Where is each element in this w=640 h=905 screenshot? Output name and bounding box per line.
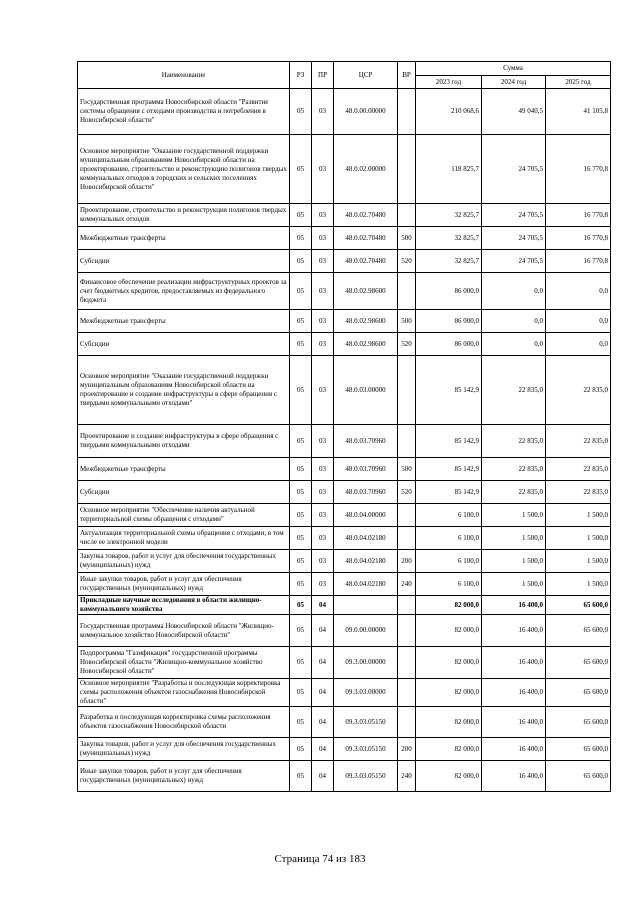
row-csr: 48.0.02.00000	[334, 135, 398, 204]
row-value-2023: 6 100,0	[416, 504, 482, 527]
row-value-2023: 6 100,0	[416, 550, 482, 573]
row-value-2024: 1 500,0	[482, 573, 546, 596]
row-value-2024: 24 705,5	[482, 250, 546, 273]
row-csr: 09.3.00.00000	[334, 647, 398, 679]
row-value-2025: 0,0	[546, 310, 611, 333]
row-vr	[398, 615, 416, 647]
row-rz: 05	[290, 250, 312, 273]
row-value-2023: 32 825,7	[416, 250, 482, 273]
row-value-2023: 6 100,0	[416, 527, 482, 550]
row-value-2025: 1 500,0	[546, 573, 611, 596]
row-pr: 04	[312, 707, 334, 738]
header-year-2023: 2023 год	[416, 76, 482, 89]
row-value-2023: 86 000,0	[416, 333, 482, 356]
row-csr	[334, 596, 398, 615]
row-rz: 05	[290, 527, 312, 550]
row-name: Межбюджетные трансферты	[78, 310, 290, 333]
row-value-2023: 86 000,0	[416, 273, 482, 310]
row-rz: 05	[290, 89, 312, 135]
row-vr: 520	[398, 333, 416, 356]
row-value-2023: 85 142,9	[416, 356, 482, 425]
row-csr: 48.0.02.70480	[334, 250, 398, 273]
row-name: Иные закупки товаров, работ и услуг для обеспечения государственных (муниципальных) нужд	[78, 761, 290, 792]
row-vr: 240	[398, 761, 416, 792]
header-year-2025: 2025 год	[546, 76, 611, 89]
budget-table	[77, 61, 611, 792]
row-value-2025: 65 600,0	[546, 647, 611, 679]
row-vr: 500	[398, 227, 416, 250]
row-value-2024: 16 400,0	[482, 707, 546, 738]
row-value-2025: 22 835,0	[546, 481, 611, 504]
table-body	[78, 89, 611, 792]
row-value-2025: 22 835,0	[546, 356, 611, 425]
row-vr	[398, 273, 416, 310]
table-row	[78, 250, 611, 273]
row-csr: 48.0.03.70960	[334, 458, 398, 481]
row-value-2025: 1 500,0	[546, 527, 611, 550]
row-name: Финансовое обеспечение реализации инфраструктурных проектов за счет бюджетных кредитов, предоставляемых из федерального бюджета	[78, 273, 290, 310]
row-value-2023: 32 825,7	[416, 227, 482, 250]
table-row	[78, 527, 611, 550]
row-name: Основное мероприятие "Оказание государственной поддержки муниципальным образованиям Новосибирской области на проектирование и создание инфраструктуры в сфере обращения с твердыми коммунальными отходами"	[78, 356, 290, 425]
row-pr: 04	[312, 738, 334, 761]
row-vr	[398, 425, 416, 458]
table-row	[78, 707, 611, 738]
row-pr: 03	[312, 310, 334, 333]
row-value-2023: 82 000,0	[416, 596, 482, 615]
row-vr: 240	[398, 573, 416, 596]
row-name: Подпрограмма "Газификация" государственной программы Новосибирской области "Жилищно-коммунальное хозяйство Новосибирской области"	[78, 647, 290, 679]
row-value-2023: 86 000,0	[416, 310, 482, 333]
row-vr: 200	[398, 550, 416, 573]
row-vr	[398, 504, 416, 527]
row-vr: 200	[398, 738, 416, 761]
row-name: Субсидии	[78, 250, 290, 273]
row-rz: 05	[290, 550, 312, 573]
header-csr: ЦСР	[334, 62, 398, 89]
row-rz: 05	[290, 481, 312, 504]
row-value-2025: 1 500,0	[546, 504, 611, 527]
row-rz: 05	[290, 425, 312, 458]
row-value-2024: 22 835,0	[482, 356, 546, 425]
table-row	[78, 647, 611, 679]
row-csr: 09.0.00.00000	[334, 615, 398, 647]
row-csr: 48.0.03.70960	[334, 425, 398, 458]
row-value-2025: 16 770,8	[546, 204, 611, 227]
table-row	[78, 504, 611, 527]
row-value-2023: 82 000,0	[416, 761, 482, 792]
row-rz: 05	[290, 679, 312, 707]
row-rz: 05	[290, 356, 312, 425]
row-value-2024: 24 705,5	[482, 227, 546, 250]
row-pr: 03	[312, 481, 334, 504]
row-rz: 05	[290, 227, 312, 250]
row-csr: 48.0.03.00000	[334, 356, 398, 425]
row-csr: 48.0.02.98600	[334, 333, 398, 356]
row-rz: 05	[290, 504, 312, 527]
row-pr: 03	[312, 356, 334, 425]
table-row	[78, 458, 611, 481]
row-csr: 09.3.03.00000	[334, 679, 398, 707]
row-value-2025: 41 105,8	[546, 89, 611, 135]
row-vr: 500	[398, 458, 416, 481]
row-name: Проектирование и создание инфраструктуры в сфере обращения с твердыми коммунальными отходами	[78, 425, 290, 458]
header-sum: Сумма	[416, 62, 611, 76]
row-rz: 05	[290, 615, 312, 647]
row-value-2023: 82 000,0	[416, 615, 482, 647]
row-value-2024: 0,0	[482, 273, 546, 310]
row-rz: 05	[290, 310, 312, 333]
row-csr: 48.0.04.02180	[334, 527, 398, 550]
row-value-2024: 16 400,0	[482, 596, 546, 615]
row-value-2025: 16 770,8	[546, 250, 611, 273]
row-name: Иные закупки товаров, работ и услуг для обеспечения государственных (муниципальных) нужд	[78, 573, 290, 596]
row-vr	[398, 707, 416, 738]
row-value-2023: 210 068,6	[416, 89, 482, 135]
row-value-2024: 16 400,0	[482, 647, 546, 679]
header-vr: ВР	[398, 62, 416, 89]
row-value-2025: 1 500,0	[546, 550, 611, 573]
row-value-2025: 16 770,8	[546, 135, 611, 204]
row-name: Основное мероприятие "Оказание государственной поддержки муниципальным образованиям Новосибирской области на проектирование, строительство и реконструкцию полигонов твердых коммунальных отходов в городских и сельских поселениях Новосибирской области"	[78, 135, 290, 204]
row-vr	[398, 647, 416, 679]
row-name: Актуализация территориальной схемы обращения с отходами, в том числе ее электронной модели	[78, 527, 290, 550]
row-vr: 500	[398, 310, 416, 333]
row-value-2023: 82 000,0	[416, 707, 482, 738]
row-value-2024: 22 835,0	[482, 458, 546, 481]
row-value-2025: 0,0	[546, 273, 611, 310]
table-row	[78, 273, 611, 310]
row-name: Субсидии	[78, 333, 290, 356]
row-value-2025: 65 600,0	[546, 596, 611, 615]
row-value-2023: 85 142,9	[416, 425, 482, 458]
row-pr: 04	[312, 647, 334, 679]
row-value-2025: 22 835,0	[546, 425, 611, 458]
row-value-2025: 65 600,0	[546, 707, 611, 738]
row-pr: 03	[312, 527, 334, 550]
row-rz: 05	[290, 647, 312, 679]
row-name: Закупка товаров, работ и услуг для обеспечения государственных (муниципальных) нужд	[78, 738, 290, 761]
table-row	[78, 679, 611, 707]
row-csr: 09.3.03.05150	[334, 761, 398, 792]
row-csr: 48.0.00.00000	[334, 89, 398, 135]
row-value-2024: 16 400,0	[482, 679, 546, 707]
row-pr: 03	[312, 250, 334, 273]
row-value-2024: 16 400,0	[482, 615, 546, 647]
row-pr: 03	[312, 135, 334, 204]
row-rz: 05	[290, 573, 312, 596]
row-value-2024: 0,0	[482, 333, 546, 356]
row-pr: 03	[312, 573, 334, 596]
row-name: Проектирование, строительство и реконструкция полигонов твердых коммунальных отходов	[78, 204, 290, 227]
row-value-2023: 82 000,0	[416, 738, 482, 761]
row-pr: 04	[312, 596, 334, 615]
row-name: Субсидии	[78, 481, 290, 504]
row-pr: 03	[312, 273, 334, 310]
row-value-2023: 82 000,0	[416, 647, 482, 679]
row-rz: 05	[290, 273, 312, 310]
row-pr: 03	[312, 227, 334, 250]
table-row	[78, 761, 611, 792]
row-csr: 09.3.03.05150	[334, 707, 398, 738]
row-pr: 03	[312, 333, 334, 356]
row-name: Государственная программа Новосибирской области "Жилищно-коммунальное хозяйство Новосибирской области"	[78, 615, 290, 647]
row-name: Государственная программа Новосибирской области "Развитие системы обращения с отходами производства и потребления в Новосибирской области"	[78, 89, 290, 135]
row-pr: 03	[312, 458, 334, 481]
row-csr: 48.0.04.02180	[334, 550, 398, 573]
header-name: Наименование	[78, 62, 290, 89]
row-name: Основное мероприятие "Разработка и последующая корректировка схемы расположения объектов газоснабжения Новосибирской области"	[78, 679, 290, 707]
row-value-2025: 65 600,0	[546, 761, 611, 792]
row-value-2024: 1 500,0	[482, 527, 546, 550]
row-rz: 05	[290, 333, 312, 356]
row-value-2023: 32 825,7	[416, 204, 482, 227]
table-row	[78, 135, 611, 204]
row-value-2025: 22 835,0	[546, 458, 611, 481]
row-value-2023: 118 825,7	[416, 135, 482, 204]
row-value-2024: 0,0	[482, 310, 546, 333]
row-csr: 48.0.02.98600	[334, 273, 398, 310]
row-value-2025: 16 770,8	[546, 227, 611, 250]
row-csr: 48.0.02.98600	[334, 310, 398, 333]
row-pr: 04	[312, 615, 334, 647]
row-value-2024: 22 835,0	[482, 425, 546, 458]
row-value-2024: 1 500,0	[482, 504, 546, 527]
table-row	[78, 227, 611, 250]
row-pr: 03	[312, 550, 334, 573]
row-name: Межбюджетные трансферты	[78, 458, 290, 481]
table-row	[78, 89, 611, 135]
row-value-2024: 22 835,0	[482, 481, 546, 504]
row-vr	[398, 135, 416, 204]
row-vr: 520	[398, 481, 416, 504]
row-rz: 05	[290, 204, 312, 227]
row-rz: 05	[290, 135, 312, 204]
row-vr	[398, 596, 416, 615]
row-value-2024: 16 400,0	[482, 738, 546, 761]
row-pr: 04	[312, 679, 334, 707]
row-csr: 48.0.04.02180	[334, 573, 398, 596]
row-value-2023: 82 000,0	[416, 679, 482, 707]
page-number: Страница 74 из 183	[274, 853, 366, 865]
row-value-2025: 65 600,0	[546, 738, 611, 761]
table-row	[78, 204, 611, 227]
table-row	[78, 738, 611, 761]
row-csr: 48.0.04.00000	[334, 504, 398, 527]
table-row	[78, 596, 611, 615]
row-rz: 05	[290, 738, 312, 761]
row-name: Прикладные научные исследования в области жилищно-коммунального хозяйства	[78, 596, 290, 615]
row-name: Разработка и последующая корректировка схемы расположения объектов газоснабжения Новосибирской области	[78, 707, 290, 738]
table-row	[78, 550, 611, 573]
row-csr: 48.0.02.70480	[334, 227, 398, 250]
row-csr: 48.0.03.70960	[334, 481, 398, 504]
row-vr	[398, 527, 416, 550]
row-value-2024: 24 705,5	[482, 204, 546, 227]
row-pr: 03	[312, 504, 334, 527]
row-value-2024: 49 040,5	[482, 89, 546, 135]
row-vr	[398, 679, 416, 707]
row-value-2024: 1 500,0	[482, 550, 546, 573]
table-row	[78, 333, 611, 356]
row-rz: 05	[290, 761, 312, 792]
row-value-2023: 85 142,9	[416, 458, 482, 481]
row-pr: 03	[312, 89, 334, 135]
row-value-2025: 0,0	[546, 333, 611, 356]
header-year-2024: 2024 год	[482, 76, 546, 89]
row-value-2024: 16 400,0	[482, 761, 546, 792]
row-pr: 03	[312, 204, 334, 227]
row-pr: 03	[312, 425, 334, 458]
table-row	[78, 481, 611, 504]
table-row	[78, 310, 611, 333]
row-value-2025: 65 600,0	[546, 679, 611, 707]
row-name: Основное мероприятие "Обеспечение наличия актуальной территориальной схемы обращения с отходами"	[78, 504, 290, 527]
row-csr: 09.3.03.05150	[334, 738, 398, 761]
row-value-2024: 24 705,5	[482, 135, 546, 204]
row-vr	[398, 356, 416, 425]
header-rz: РЗ	[290, 62, 312, 89]
table-row	[78, 356, 611, 425]
table-row	[78, 425, 611, 458]
row-value-2025: 65 600,0	[546, 615, 611, 647]
table-row	[78, 615, 611, 647]
row-name: Межбюджетные трансферты	[78, 227, 290, 250]
row-value-2023: 6 100,0	[416, 573, 482, 596]
table-row	[78, 573, 611, 596]
header-pr: ПР	[312, 62, 334, 89]
row-rz: 05	[290, 458, 312, 481]
row-rz: 05	[290, 707, 312, 738]
row-csr: 48.0.02.70480	[334, 204, 398, 227]
row-value-2023: 85 142,9	[416, 481, 482, 504]
row-vr: 520	[398, 250, 416, 273]
row-pr: 04	[312, 761, 334, 792]
row-rz: 05	[290, 596, 312, 615]
row-vr	[398, 204, 416, 227]
row-name: Закупка товаров, работ и услуг для обеспечения государственных (муниципальных) нужд	[78, 550, 290, 573]
row-vr	[398, 89, 416, 135]
